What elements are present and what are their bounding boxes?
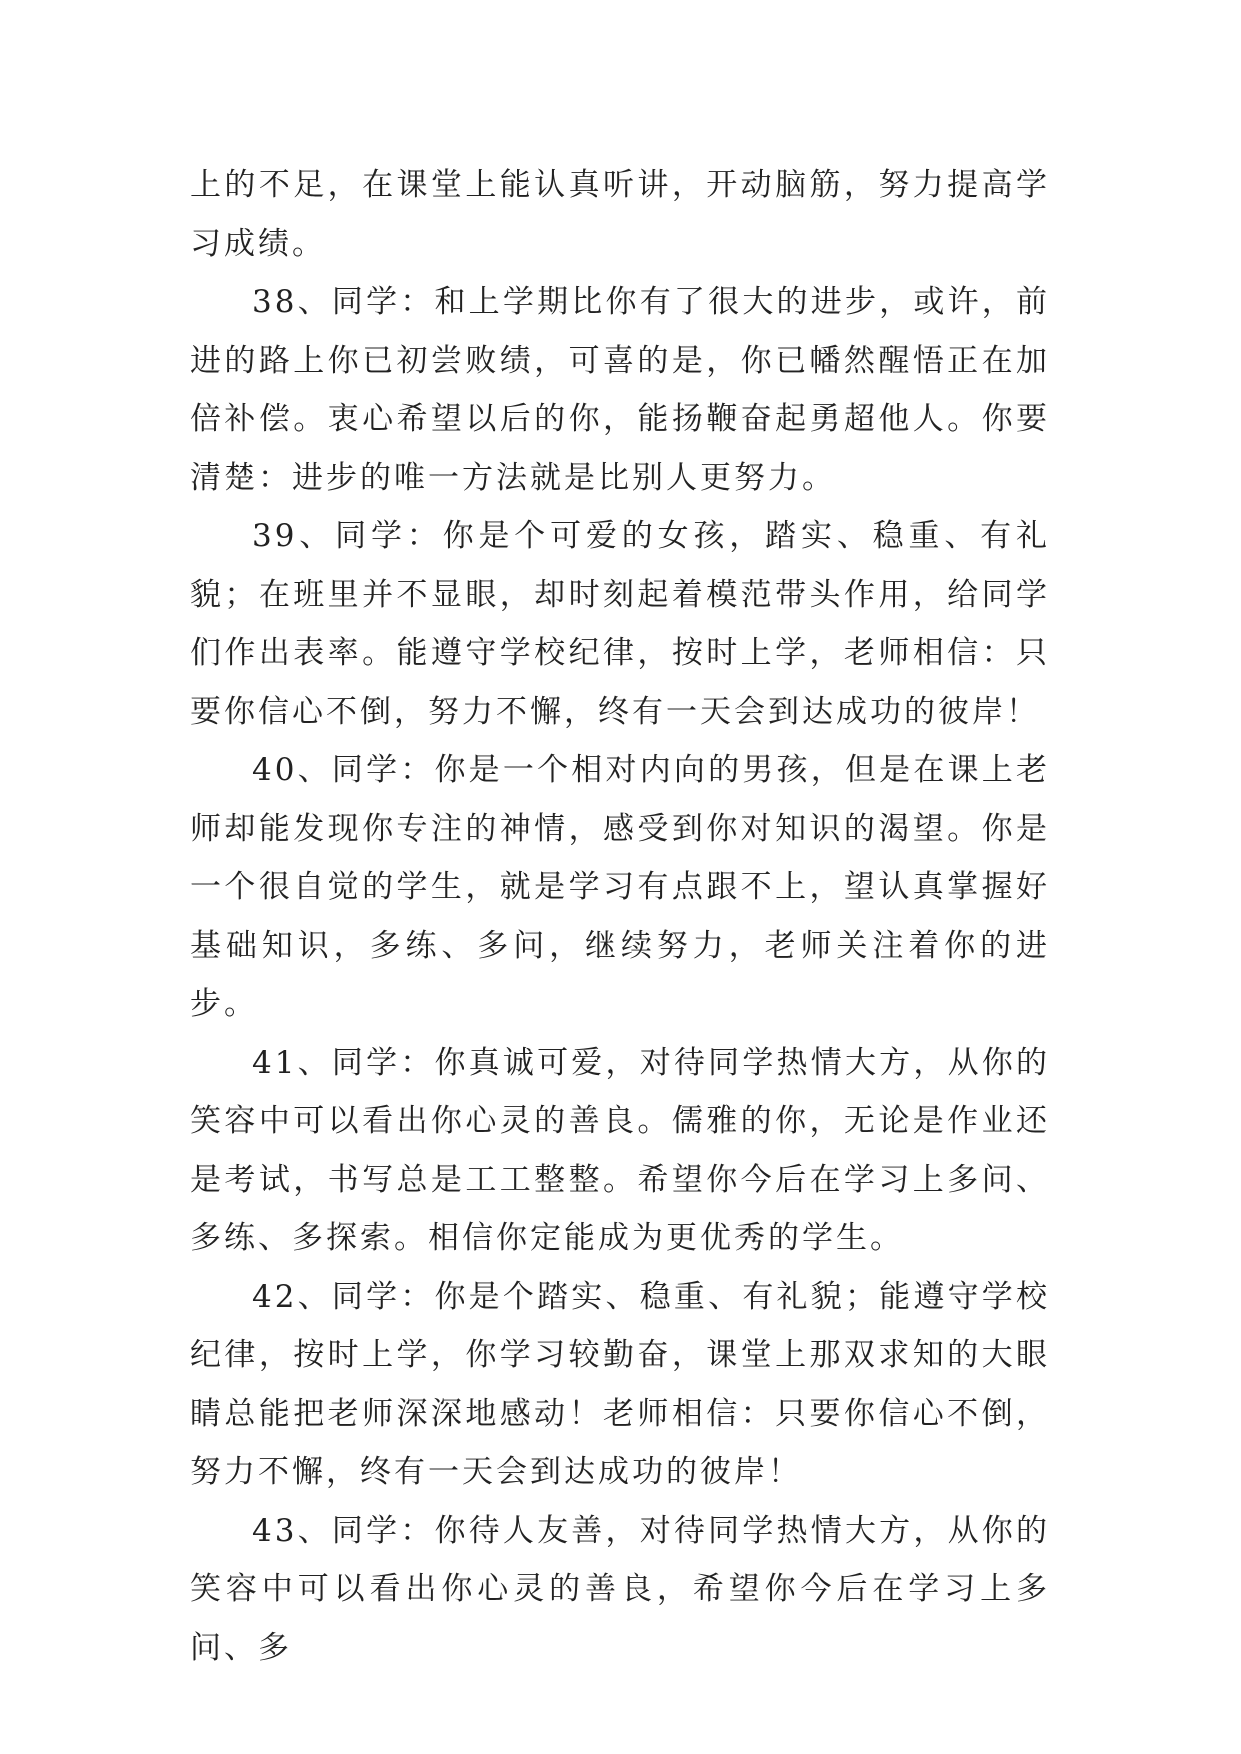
paragraph-comment-42: 42、同学：你是个踏实、稳重、有礼貌；能遵守学校纪律，按时上学，你学习较勤奋，课堂上那双求知的大眼睛总能把老师深深地感动！老师相信：只要你信心不倒，努力不懈，终有一天会到达成功的彼岸！ [190,1278,1050,1490]
paragraph-comment-41: 41、同学：你真诚可爱，对待同学热情大方，从你的笑容中可以看出你心灵的善良。儒雅的你，无论是作业还是考试，书写总是工工整整。希望你今后在学习上多问、多练、多探索。相信你定能成为更优秀的学生。 [190,1044,1050,1256]
document-body [190,156,1050,1677]
paragraph-comment-39: 39、同学：你是个可爱的女孩，踏实、稳重、有礼貌；在班里并不显眼，却时刻起着模范带头作用，给同学们作出表率。能遵守学校纪律，按时上学，老师相信：只要你信心不倒，努力不懈，终有一天会到达成功的彼岸！ [190,518,1050,730]
paragraph-comment-40: 40、同学：你是一个相对内向的男孩，但是在课上老师却能发现你专注的神情，感受到你对知识的渴望。你是一个很自觉的学生，就是学习有点跟不上，望认真掌握好基础知识，多练、多问，继续努力，老师关注着你的进步。 [190,752,1050,1022]
paragraph-comment-43: 43、同学：你待人友善，对待同学热情大方，从你的笑容中可以看出你心灵的善良，希望你今后在学习上多问、多 [190,1512,1050,1666]
paragraph-continuation: 上的不足，在课堂上能认真听讲，开动脑筋，努力提高学习成绩。 [190,167,1050,262]
paragraph-comment-38: 38、同学：和上学期比你有了很大的进步，或许，前进的路上你已初尝败绩，可喜的是，你已幡然醒悟正在加倍补偿。衷心希望以后的你，能扬鞭奋起勇超他人。你要清楚：进步的唯一方法就是比别人更努力。 [190,284,1050,496]
